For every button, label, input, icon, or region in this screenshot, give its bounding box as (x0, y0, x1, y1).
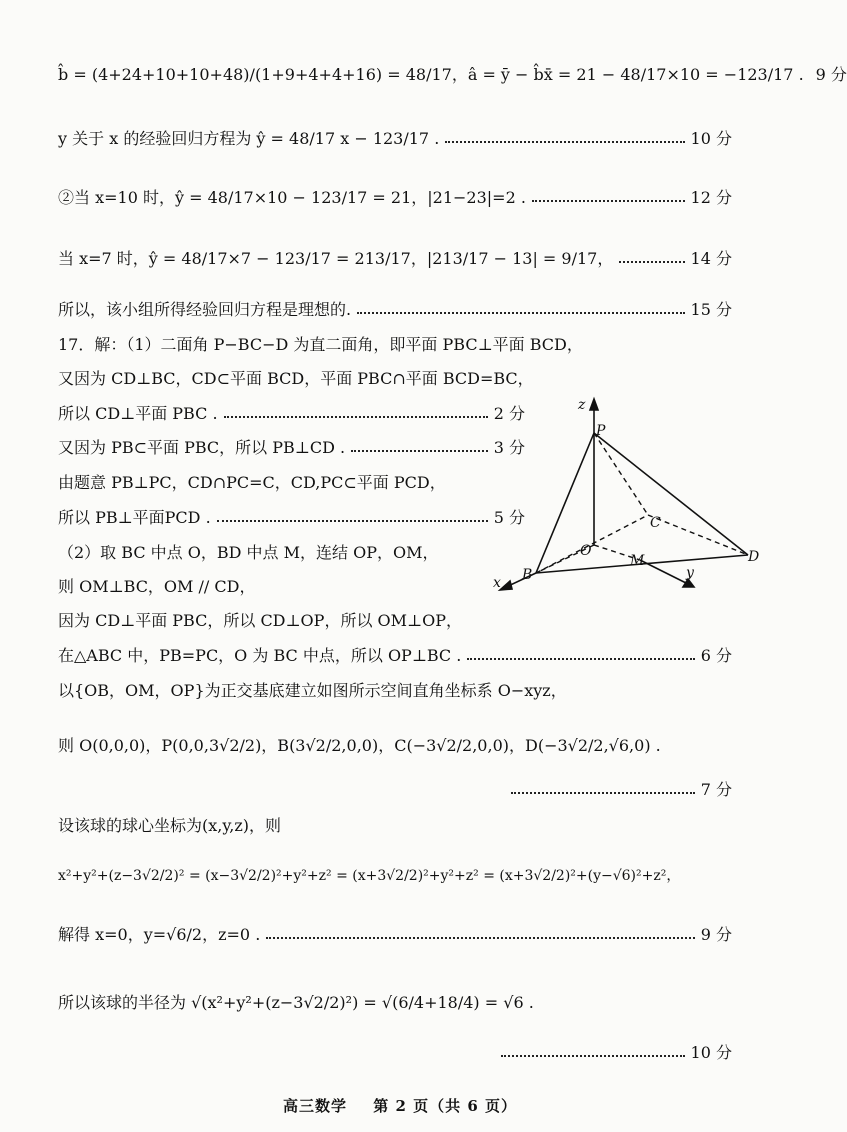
line-plain (58, 366, 732, 389)
page-footer (0, 1095, 800, 1116)
label-D: D (748, 549, 760, 565)
score: 10 分 (690, 129, 732, 148)
x-arrow-icon (500, 581, 512, 590)
edge-PD (594, 433, 748, 555)
line-conclusion (58, 297, 732, 320)
y-axis (640, 560, 690, 585)
line-text: 则 O(0,0,0)，P(0,0,3√2/2)，B(3√2/2,0,0)，C(−3√2/2,0,0)，D(−3√2/2,√6,0) . (58, 736, 661, 755)
score: 15 分 (690, 300, 732, 319)
score: 9 分 (700, 925, 732, 944)
line-plain (58, 470, 525, 493)
line-scored (58, 643, 732, 666)
line-scored (58, 505, 525, 528)
line-text: （2）取 BC 中点 O，BD 中点 M，连结 OP，OM， (58, 543, 439, 562)
label-P: P (596, 423, 606, 439)
line-text: 设该球的球心坐标为(x,y,z)，则 (58, 816, 282, 835)
label-M: M (630, 553, 645, 569)
line-regression-eq (58, 126, 732, 149)
label-C: C (650, 515, 661, 531)
score: 10 分 (690, 1043, 732, 1062)
score: 6 分 (700, 646, 732, 665)
line-plain (58, 608, 732, 631)
score: 3 分 (493, 438, 525, 457)
line-text: x²+y²+(z−3√2/2)² = (x−3√2/2)²+y²+z² = (x+3√2/2)²+y²+z² = (x+3√2/2)²+(y−√6)²+z²， (58, 868, 681, 884)
coordinate-figure (490, 395, 770, 610)
line-text: 在△ABC 中，PB=PC，O 为 BC 中点，所以 OP⊥BC . (58, 646, 462, 665)
line-text: 则 OM⊥BC，OM // CD， (58, 577, 256, 596)
line-coordinates (58, 733, 732, 756)
score: 7 分 (700, 780, 732, 799)
line-sphere-equation (58, 865, 732, 885)
label-B: B (522, 567, 533, 583)
line-text: 由题意 PB⊥PC，CD∩PC=C，CD,PC⊂平面 PCD， (58, 473, 446, 492)
line-text: y 关于 x 的经验回归方程为 ŷ = 48/17 x − 123/17 . (58, 129, 440, 148)
line-text: 解得 x=0，y=√6/2，z=0 . (58, 925, 261, 944)
line-text: 所以该球的半径为 √(x²+y²+(z−3√2/2)²) = √(6/4+18/4) = √6 . (58, 993, 534, 1012)
footer-subject: 高三数学 (282, 1097, 347, 1115)
line-x7 (58, 246, 732, 269)
score: 14 分 (690, 249, 732, 268)
dot-leader (357, 312, 684, 314)
label-O: O (580, 543, 592, 559)
label-x: x (493, 575, 501, 591)
line-text: 以{OB，OM，OP}为正交基底建立如图所示空间直角坐标系 O−xyz， (58, 681, 567, 700)
dot-leader (445, 141, 684, 143)
score: 9 分 (815, 65, 847, 84)
line-q17-heading (58, 332, 732, 355)
line-scored (58, 401, 525, 424)
line-text: 所以 PB⊥平面PCD . (58, 508, 211, 527)
score: 12 分 (690, 188, 732, 207)
line-text: 所以，该小组所得经验回归方程是理想的. (58, 300, 352, 319)
dot-leader (532, 200, 685, 202)
line-x10 (58, 185, 732, 208)
line-plain (58, 540, 525, 563)
dot-leader (467, 658, 694, 660)
edge-PC (594, 433, 648, 515)
dot-leader (511, 792, 695, 794)
line-text: ②当 x=10 时，ŷ = 48/17×10 − 123/17 = 21，|21−23|=2 . (58, 188, 526, 207)
line-scored (58, 922, 732, 945)
label-z: z (578, 397, 586, 413)
line-text: 又因为 CD⊥BC，CD⊂平面 BCD，平面 PBC∩平面 BCD=BC， (58, 369, 534, 388)
dot-leader (224, 416, 488, 418)
dot-leader (351, 450, 488, 452)
dot-leader (217, 520, 488, 522)
line-text: b̂ = (4+24+10+10+48)/(1+9+4+4+16) = 48/17，â = ȳ − b̂x̄ = 21 − 48/17×10 = −123/17 . (58, 65, 804, 84)
line-text: 因为 CD⊥平面 PBC，所以 CD⊥OP，所以 OM⊥OP， (58, 611, 462, 630)
line-plain (58, 574, 525, 597)
line-b-hat (58, 62, 847, 85)
line-text: 17．解：（1）二面角 P−BC−D 为直二面角，即平面 PBC⊥平面 BCD， (58, 335, 583, 354)
label-y: y (686, 565, 694, 581)
line-text: 所以 CD⊥平面 PBC . (58, 404, 218, 423)
line-score-only (505, 777, 732, 800)
line-plain (58, 678, 732, 701)
line-plain (58, 813, 732, 836)
line-scored (58, 435, 525, 458)
line-text: 当 x=7 时，ŷ = 48/17×7 − 123/17 = 213/17，|213/17 − 13| = 9/17， (58, 249, 614, 268)
dot-leader (501, 1055, 685, 1057)
footer-page-number: 第 2 页（共 6 页） (373, 1097, 517, 1115)
line-text: 又因为 PB⊂平面 PBC，所以 PB⊥CD . (58, 438, 346, 457)
line-score-only (495, 1040, 732, 1063)
score: 2 分 (493, 404, 525, 423)
edge-CD (648, 515, 748, 555)
score: 5 分 (493, 508, 525, 527)
line-radius (58, 990, 732, 1013)
dot-leader (266, 937, 694, 939)
dot-leader (619, 261, 684, 263)
z-arrow-icon (590, 399, 598, 410)
